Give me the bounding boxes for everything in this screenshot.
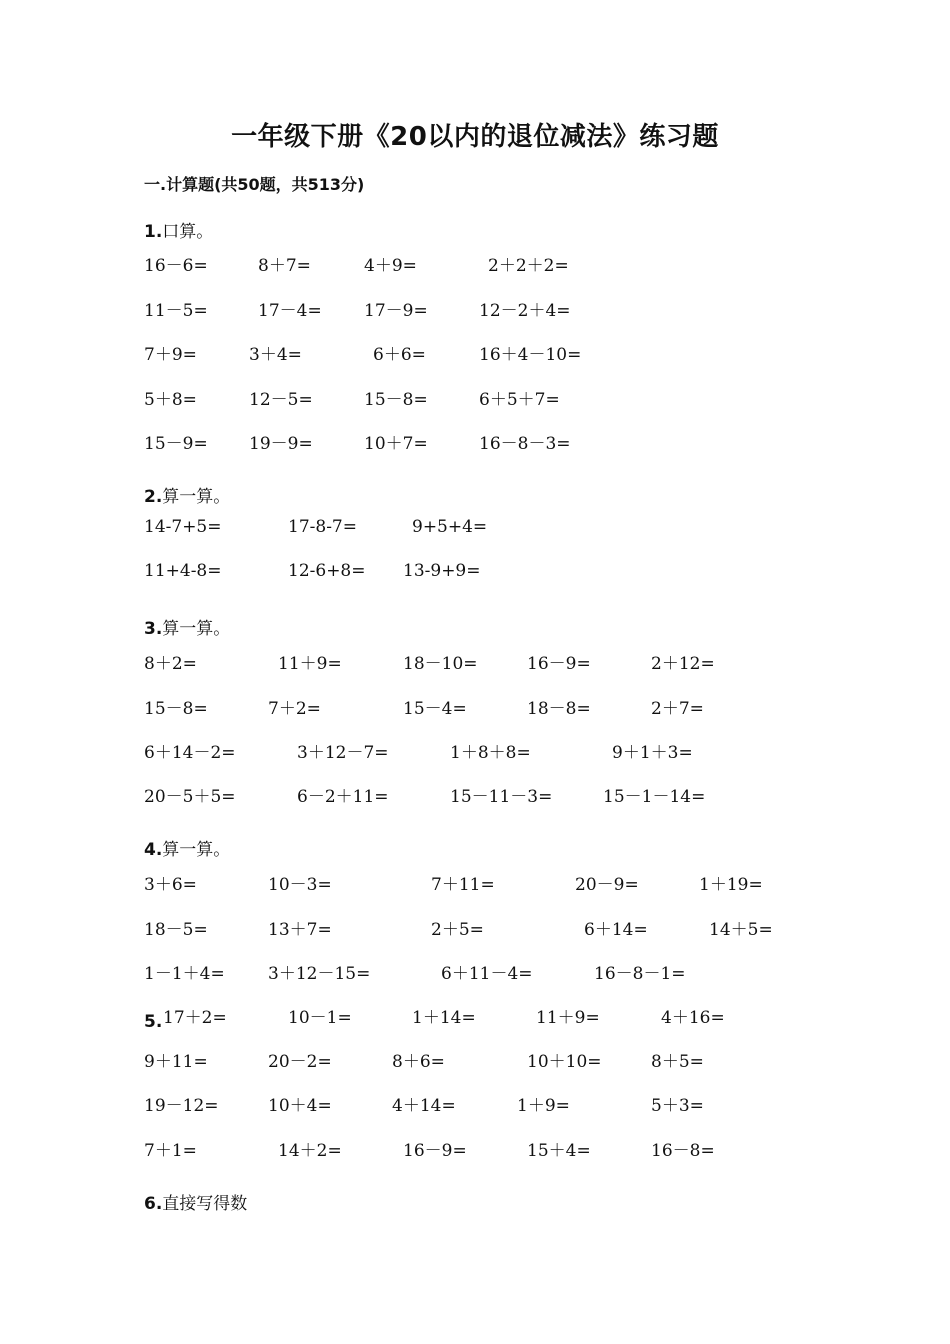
arithmetic-problem: 15－9= xyxy=(144,434,208,454)
arithmetic-problem: 15－11－3= xyxy=(450,787,553,807)
arithmetic-problem: 18－8= xyxy=(527,699,591,719)
arithmetic-problem: 13＋7= xyxy=(268,920,332,940)
arithmetic-problem: 1－1＋4= xyxy=(144,964,225,984)
arithmetic-problem: 16－8= xyxy=(651,1141,715,1161)
question-3-heading xyxy=(144,614,230,639)
arithmetic-problem: 20－2= xyxy=(268,1052,332,1072)
arithmetic-problem: 16－8－1= xyxy=(594,964,686,984)
arithmetic-problem: 16－8－3= xyxy=(479,434,571,454)
question-number: 6. xyxy=(144,1194,163,1214)
arithmetic-problem: 2＋7= xyxy=(651,699,704,719)
arithmetic-problem: 4＋9= xyxy=(364,256,417,276)
arithmetic-problem: 14-7+5= xyxy=(144,517,222,537)
arithmetic-problem: 14＋2= xyxy=(278,1141,342,1161)
arithmetic-problem: 16－9= xyxy=(403,1141,467,1161)
question-number: 3. xyxy=(144,619,163,639)
page-title: 一年级下册《20以内的退位减法》练习题 xyxy=(231,122,719,152)
arithmetic-problem: 7＋9= xyxy=(144,345,197,365)
section-heading: 一.计算题(共50题，共513分) xyxy=(144,175,365,194)
arithmetic-problem: 6＋6= xyxy=(373,345,426,365)
question-number: 5. xyxy=(144,1012,163,1032)
arithmetic-problem: 14＋5= xyxy=(709,920,773,940)
arithmetic-problem: 7＋11= xyxy=(431,875,495,895)
arithmetic-problem: 3＋4= xyxy=(249,345,302,365)
arithmetic-problem: 3＋12－7= xyxy=(297,743,389,763)
arithmetic-problem: 3＋12－15= xyxy=(268,964,371,984)
arithmetic-problem: 7＋1= xyxy=(144,1141,197,1161)
arithmetic-problem: 17－9= xyxy=(364,301,428,321)
arithmetic-problem: 8＋7= xyxy=(258,256,311,276)
arithmetic-problem: 10－1= xyxy=(288,1008,352,1028)
arithmetic-problem: 15－8= xyxy=(364,390,428,410)
question-text: 算一算。 xyxy=(162,840,231,860)
question-text: 直接写得数 xyxy=(162,1194,248,1214)
arithmetic-problem: 4＋14= xyxy=(392,1096,456,1116)
arithmetic-problem: 15＋4= xyxy=(527,1141,591,1161)
question-number: 2. xyxy=(144,487,163,507)
question-1-heading xyxy=(144,217,213,242)
arithmetic-problem: 6＋11－4= xyxy=(441,964,533,984)
question-6-heading xyxy=(144,1189,247,1214)
arithmetic-problem: 16－9= xyxy=(527,654,591,674)
arithmetic-problem: 12－2＋4= xyxy=(479,301,571,321)
arithmetic-problem: 18－10= xyxy=(403,654,478,674)
arithmetic-problem: 2＋5= xyxy=(431,920,484,940)
arithmetic-problem: 17＋2= xyxy=(163,1008,227,1028)
arithmetic-problem: 15－8= xyxy=(144,699,208,719)
arithmetic-problem: 4＋16= xyxy=(661,1008,725,1028)
arithmetic-problem: 10＋7= xyxy=(364,434,428,454)
arithmetic-problem: 17－4= xyxy=(258,301,322,321)
arithmetic-problem: 1＋8＋8= xyxy=(450,743,531,763)
arithmetic-problem: 10－3= xyxy=(268,875,332,895)
question-2-heading xyxy=(144,482,230,507)
arithmetic-problem: 11＋9= xyxy=(278,654,342,674)
arithmetic-problem: 12－5= xyxy=(249,390,313,410)
arithmetic-problem: 7＋2= xyxy=(268,699,321,719)
question-4-heading xyxy=(144,835,230,860)
arithmetic-problem: 13-9+9= xyxy=(403,561,481,581)
arithmetic-problem: 2＋2＋2= xyxy=(488,256,569,276)
arithmetic-problem: 10＋10= xyxy=(527,1052,602,1072)
arithmetic-problem: 8＋5= xyxy=(651,1052,704,1072)
arithmetic-problem: 12-6+8= xyxy=(288,561,366,581)
arithmetic-problem: 19－12= xyxy=(144,1096,219,1116)
arithmetic-problem: 20－9= xyxy=(575,875,639,895)
arithmetic-problem: 19－9= xyxy=(249,434,313,454)
arithmetic-problem: 1＋14= xyxy=(412,1008,476,1028)
arithmetic-problem: 6＋14－2= xyxy=(144,743,236,763)
arithmetic-problem: 8＋2= xyxy=(144,654,197,674)
arithmetic-problem: 6＋5＋7= xyxy=(479,390,560,410)
arithmetic-problem: 11+4-8= xyxy=(144,561,222,581)
arithmetic-problem: 6＋14= xyxy=(584,920,648,940)
question-number: 4. xyxy=(144,840,163,860)
arithmetic-problem: 10＋4= xyxy=(268,1096,332,1116)
arithmetic-problem: 1＋19= xyxy=(699,875,763,895)
arithmetic-problem: 17-8-7= xyxy=(288,517,357,537)
arithmetic-problem: 9+5+4= xyxy=(412,517,488,537)
question-text: 口算。 xyxy=(162,222,214,242)
arithmetic-problem: 2＋12= xyxy=(651,654,715,674)
question-5-heading xyxy=(144,1012,162,1032)
arithmetic-problem: 15－4= xyxy=(403,699,467,719)
question-text: 算一算。 xyxy=(162,487,231,507)
arithmetic-problem: 11＋9= xyxy=(536,1008,600,1028)
question-number: 1. xyxy=(144,222,163,242)
arithmetic-problem: 9＋11= xyxy=(144,1052,208,1072)
arithmetic-problem: 15－1－14= xyxy=(603,787,706,807)
arithmetic-problem: 11－5= xyxy=(144,301,208,321)
arithmetic-problem: 9＋1＋3= xyxy=(612,743,693,763)
arithmetic-problem: 5＋3= xyxy=(651,1096,704,1116)
arithmetic-problem: 1＋9= xyxy=(517,1096,570,1116)
arithmetic-problem: 3＋6= xyxy=(144,875,197,895)
arithmetic-problem: 20－5＋5= xyxy=(144,787,236,807)
question-text: 算一算。 xyxy=(162,619,231,639)
arithmetic-problem: 18－5= xyxy=(144,920,208,940)
arithmetic-problem: 16－6= xyxy=(144,256,208,276)
arithmetic-problem: 5＋8= xyxy=(144,390,197,410)
arithmetic-problem: 8＋6= xyxy=(392,1052,445,1072)
arithmetic-problem: 6－2＋11= xyxy=(297,787,389,807)
arithmetic-problem: 16＋4－10= xyxy=(479,345,582,365)
